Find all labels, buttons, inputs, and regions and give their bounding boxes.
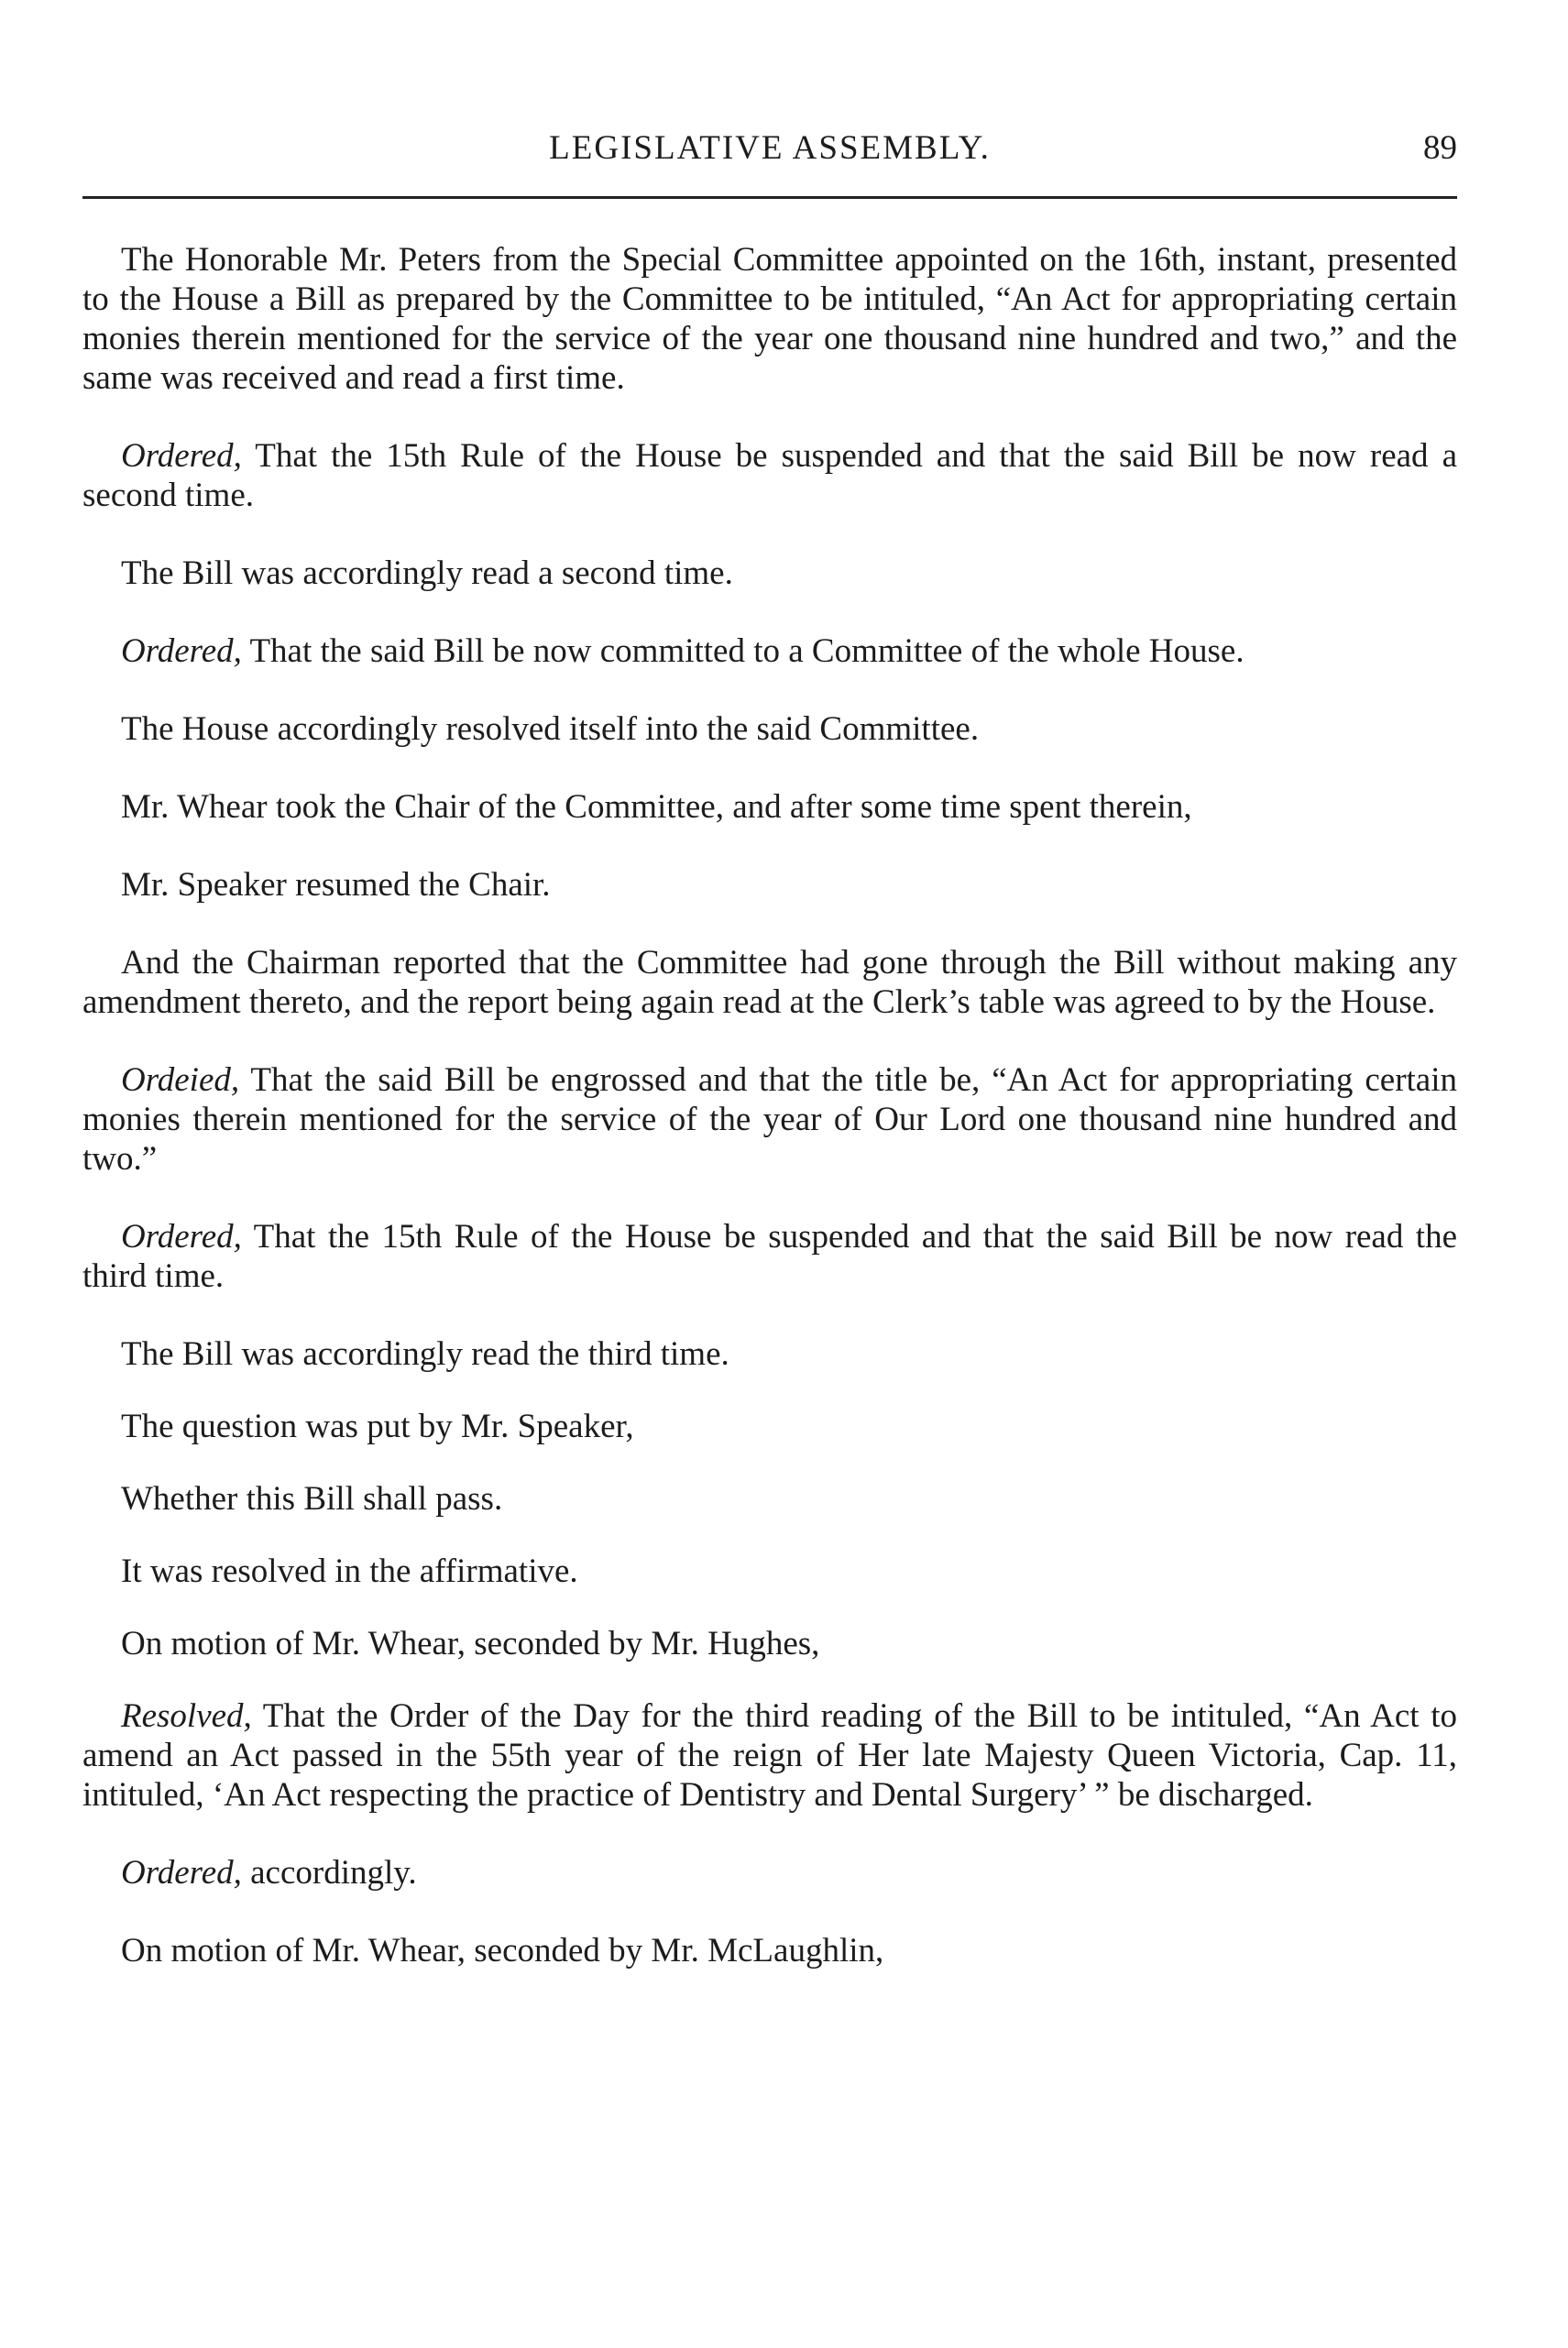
paragraph (82, 1407, 1457, 1446)
paragraph (82, 787, 1457, 827)
paragraph-text: On motion of Mr. Whear, seconded by Mr. McLaughlin, (121, 1932, 884, 1969)
paragraph-text: That the said Bill be now committed to a Committee of the whole House. (241, 632, 1245, 670)
document-body (82, 240, 1457, 2009)
paragraph (82, 943, 1457, 1022)
paragraph (82, 709, 1457, 749)
paragraph (82, 554, 1457, 593)
paragraph-text: It was resolved in the affirmative. (121, 1553, 578, 1590)
running-title: LEGISLATIVE ASSEMBLY. (549, 129, 991, 167)
paragraph-text: The Bill was accordingly read a second time. (121, 554, 733, 592)
paragraph (82, 1060, 1457, 1179)
paragraph-lead: Ordered, (121, 437, 242, 475)
paragraph (82, 1931, 1457, 1970)
paragraph-text: The question was put by Mr. Speaker, (121, 1408, 634, 1445)
paragraph (82, 240, 1457, 398)
paragraph-text: That the 15th Rule of the House be suspended and that the said Bill be now read a second time. (82, 437, 1457, 514)
paragraph (82, 631, 1457, 671)
paragraph (82, 1217, 1457, 1296)
paragraph-lead: Resolved, (121, 1697, 252, 1735)
paragraph (82, 1334, 1457, 1374)
paragraph-text: The Bill was accordingly read the third time. (121, 1335, 729, 1373)
paragraph (82, 1552, 1457, 1591)
paragraph-lead: Ordeied, (121, 1061, 240, 1099)
paragraph-text: accordingly. (241, 1854, 417, 1892)
paragraph (82, 1624, 1457, 1663)
paragraph-text: That the Order of the Day for the third reading of the Bill to be intituled, “An Act to amend an Act passed in the 55th year of the reign of Her late Majesty Queen Victoria, Cap. 11, intituled, ‘An Act respecting the practice of Dentistry and Dental Surgery’ ” be discharged. (82, 1697, 1457, 1814)
page-number: 89 (1423, 129, 1457, 167)
paragraph (82, 436, 1457, 515)
header-rule (82, 196, 1457, 199)
paragraph-text: That the 15th Rule of the House be suspended and that the said Bill be now read the third time. (82, 1218, 1457, 1295)
paragraph (82, 1853, 1457, 1893)
paragraph-lead: Ordered, (121, 632, 242, 670)
paragraph-text: Mr. Speaker resumed the Chair. (121, 866, 551, 904)
page-header (82, 128, 1457, 174)
paragraph-text: And the Chairman reported that the Committee had gone through the Bill without making any amendment thereto, and the report being again read at the Clerk’s table was agreed to by the House. (82, 944, 1457, 1021)
paragraph (82, 865, 1457, 905)
paragraph-text: Mr. Whear took the Chair of the Committee, and after some time spent therein, (121, 788, 1192, 826)
paragraph-lead: Ordered, (121, 1218, 242, 1256)
paragraph (82, 1479, 1457, 1519)
paragraph-text: The Honorable Mr. Peters from the Special Committee appointed on the 16th, instant, presented to the House a Bill as prepared by the Committee to be intituled, “An Act for appropriating certain monies therein mentioned for the service of the year one thousand nine hundred and two,” and the same was received and read a first time. (82, 241, 1457, 397)
paragraph-text: The House accordingly resolved itself into the said Committee. (121, 710, 980, 748)
paragraph-text: Whether this Bill shall pass. (121, 1480, 503, 1518)
paragraph-text: That the said Bill be engrossed and that the title be, “An Act for appropriating certain monies therein mentioned for the service of the year of Our Lord one thousand nine hundred and two.” (82, 1061, 1457, 1178)
paragraph-text: On motion of Mr. Whear, seconded by Mr. Hughes, (121, 1625, 820, 1662)
paragraph (82, 1696, 1457, 1815)
paragraph-lead: Ordered, (121, 1854, 242, 1892)
